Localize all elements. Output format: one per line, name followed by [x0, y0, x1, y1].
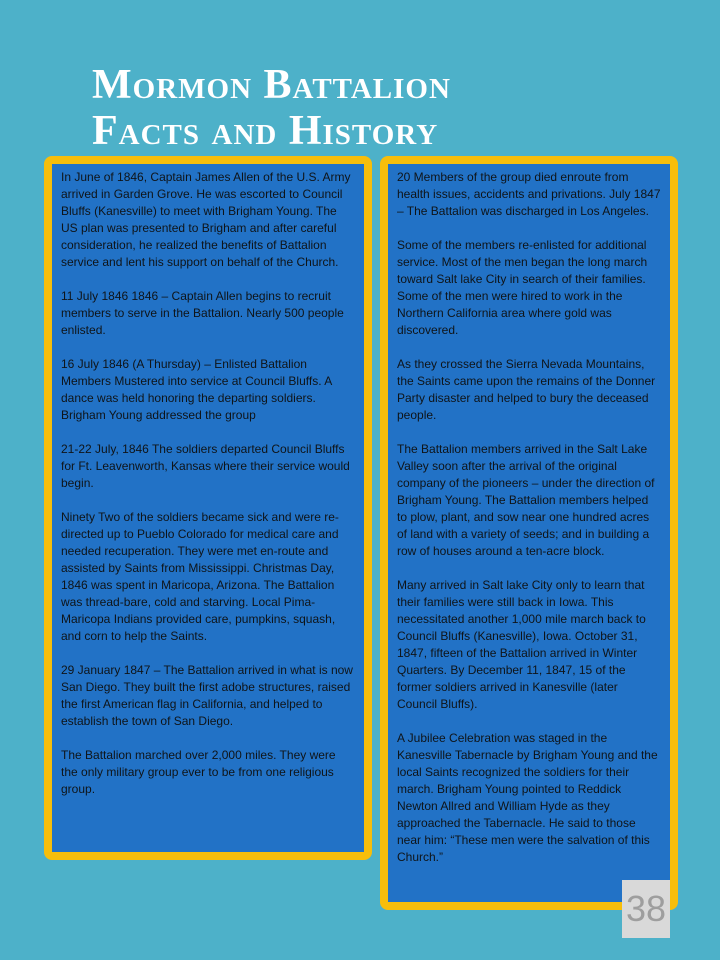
right-paragraph: Some of the members re-enlisted for additional service. Most of the men began the long march toward Salt lake City in search of their families. Some of the men were hired to work in the Northern California area where gold was discovered. [397, 238, 648, 337]
left-text-panel [44, 156, 372, 860]
left-paragraph: 21-22 July, 1846 The soldiers departed Council Bluffs for Ft. Leavenworth, Kansas where their service would begin. [61, 442, 350, 490]
page-title-line-1: Mormon Battalion [92, 62, 451, 108]
right-paragraph: As they crossed the Sierra Nevada Mountains, the Saints came upon the remains of the Donner Party disaster and helped to bury the deceased people. [397, 357, 656, 422]
page-title [92, 62, 451, 154]
left-paragraph: 29 January 1847 – The Battalion arrived in what is now San Diego. They built the first adobe structures, raised the first American flag in California, and helped to establish the town of San Diego. [61, 663, 353, 728]
right-text-panel [380, 156, 678, 910]
left-paragraph: Ninety Two of the soldiers became sick and were re-directed up to Pueblo Colorado for medical care and needed recuperation. They were met en-route and assisted by Saints from Mississippi. Christmas Day, 1846 was spent in Maricopa, Arizona. The Battalion was thread-bare, cold and starving. Local Pima-Maricopa Indians provided care, pumpkins, squash, and corn to help the Saints. [61, 510, 339, 643]
left-paragraph: 11 July 1846 1846 – Captain Allen begins to recruit members to serve in the Battalion. Nearly 500 people enlisted. [61, 289, 344, 337]
right-paragraph: Many arrived in Salt lake City only to learn that their families were still back in Iowa. This necessitated another 1,000 mile march back to Council Bluffs (Kanesville), Iowa. October 31, 1847, fifteen of the Battalion arrived in Winter Quarters. By December 11, 1847, 15 of the former soldiers arrived in Kanesville (later Council Bluffs). [397, 578, 646, 711]
right-paragraph: 20 Members of the group died enroute from health issues, accidents and privations. July 1847 – The Battalion was discharged in Los Angeles. [397, 170, 661, 218]
page-title-line-2: Facts and History [92, 108, 439, 154]
left-paragraph: The Battalion marched over 2,000 miles. They were the only military group ever to be from one religious group. [61, 748, 336, 796]
right-paragraph: A Jubilee Celebration was staged in the Kanesville Tabernacle by Brigham Young and the local Saints recognized the soldiers for their march. Brigham Young pointed to Reddick Newton Allred and William Hyde as they approached the Tabernacle. He said to those near him: “These men were the salvation of this Church.” [397, 731, 658, 864]
left-paragraph: 16 July 1846 (A Thursday) – Enlisted Battalion Members Mustered into service at Council Bluffs. A dance was held honoring the departing soldiers. Brigham Young addressed the group [61, 357, 332, 422]
right-paragraph: The Battalion members arrived in the Salt Lake Valley soon after the arrival of the original company of the pioneers – under the direction of Brigham Young. The Battalion members helped to plow, plant, and sow near one hundred acres of land with a variety of seeds; and in building a row of houses around a ten-acre block. [397, 442, 655, 558]
left-paragraph: In June of 1846, Captain James Allen of the U.S. Army arrived in Garden Grove. He was escorted to Council Bluffs (Kanesville) to meet with Brigham Young. The US plan was presented to Brigham and after careful consideration, he realized the benefits of Battalion service and lent his support on behalf of the Church. [61, 170, 351, 269]
page-number: 38 [622, 880, 670, 938]
